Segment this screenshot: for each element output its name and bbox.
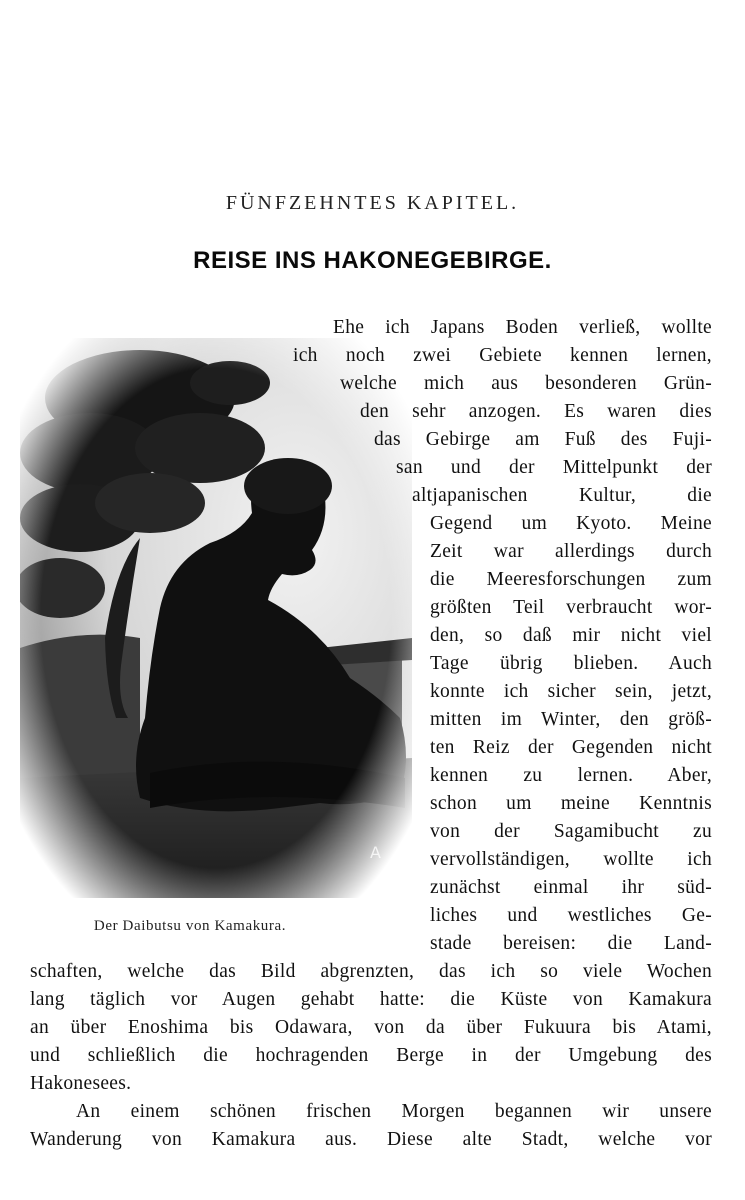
text-line: konnte ich sicher sein, jetzt,: [430, 681, 712, 702]
text-line: ten Reiz der Gegenden nicht: [430, 737, 712, 758]
text-line: das Gebirge am Fuß des Fuji-: [374, 429, 712, 450]
text-line: Wanderung von Kamakura aus. Diese alte Stadt, welche vor: [30, 1129, 712, 1150]
chapter-heading: FÜNFZEHNTES KAPITEL.: [225, 192, 520, 214]
text-line: den sehr anzogen. Es waren dies: [360, 401, 712, 422]
text-line: Tage übrig blieben. Auch: [430, 653, 712, 674]
text-line: größten Teil verbraucht wor-: [430, 597, 712, 618]
text-line: an über Enoshima bis Odawara, von da über Fukuura bis Atami,: [30, 1017, 712, 1038]
text-line: Ehe ich Japans Boden verließ, wollte: [333, 317, 712, 338]
text-line: liches und westliches Ge-: [430, 905, 712, 926]
daibutsu-photo: [20, 338, 412, 898]
text-line: von der Sagamibucht zu: [430, 821, 712, 842]
text-line: kennen zu lernen. Aber,: [430, 765, 712, 786]
page-title: REISE INS HAKONEGEBIRGE.: [193, 247, 552, 274]
text-line: mitten im Winter, den größ-: [430, 709, 712, 730]
text-line: Zeit war allerdings durch: [430, 541, 712, 562]
text-line: ich noch zwei Gebiete kennen lernen,: [293, 345, 712, 366]
text-line: den, so daß mir nicht viel: [430, 625, 712, 646]
text-line: die Meeresforschungen zum: [430, 569, 712, 590]
text-line: lang täglich vor Augen gehabt hatte: die Küste von Kamakura: [30, 989, 712, 1010]
text-line: zunächst einmal ihr süd-: [430, 877, 712, 898]
text-line: Gegend um Kyoto. Meine: [430, 513, 712, 534]
text-line: Hakonesees.: [30, 1073, 132, 1094]
text-line: und schließlich die hochragenden Berge in der Umgebung des: [30, 1045, 712, 1066]
text-line: schaften, welche das Bild abgrenzten, das ich so viele Wochen: [30, 961, 712, 982]
text-line: vervollständigen, wollte ich: [430, 849, 712, 870]
text-line: schon um meine Kenntnis: [430, 793, 712, 814]
text-line: san und der Mittelpunkt der: [396, 457, 712, 478]
text-line: An einem schönen frischen Morgen begannen wir unsere: [76, 1101, 712, 1122]
text-line: altjapanischen Kultur, die: [412, 485, 712, 506]
text-line: welche mich aus besonderen Grün-: [340, 373, 712, 394]
text-line: stade bereisen: die Land-: [430, 933, 712, 954]
figure-caption: Der Daibutsu von Kamakura.: [93, 918, 287, 934]
